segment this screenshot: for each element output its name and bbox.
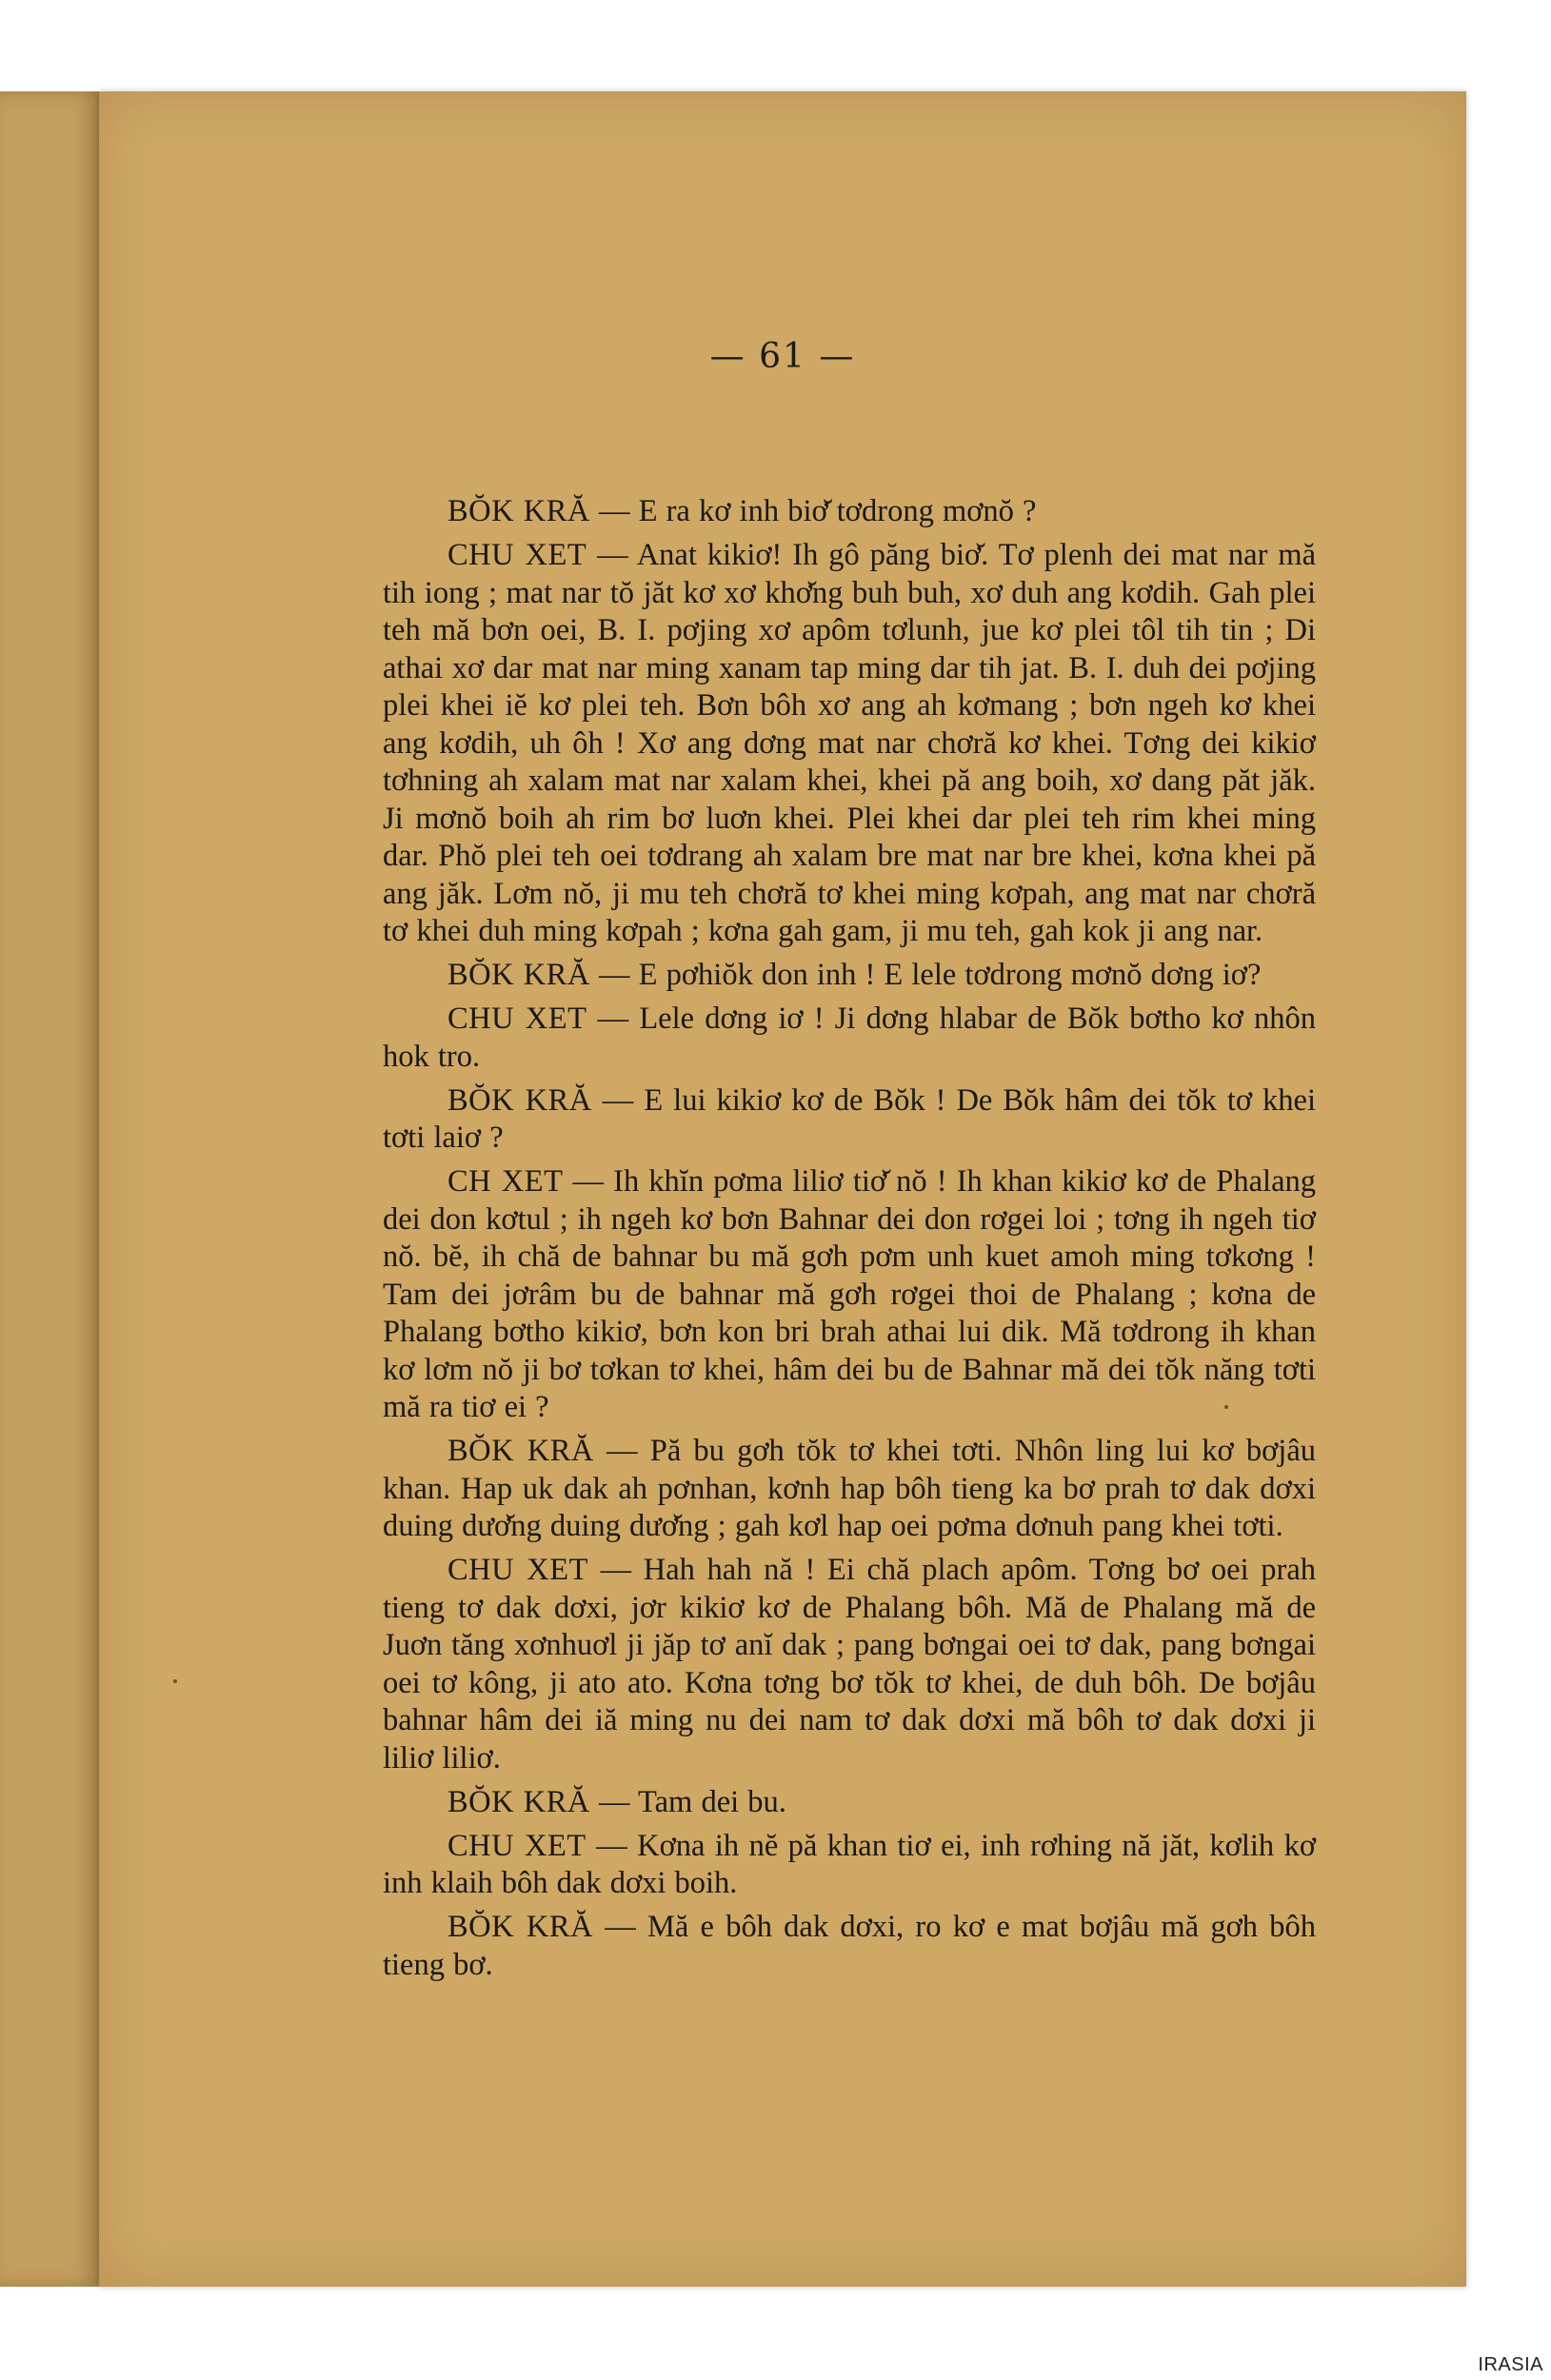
paragraph-text: — Pă bu gơh tŏk tơ khei tơti. Nhôn ling lui kơ bơjâu khan. Hap uk dak ah pơnhan, kơnh hap bôh tieng ka bơ prah tơ dak dơxi duing dươ̆ng duing dươ̆ng ; gah kơl hap oei pơma dơnuh pang khei tơti.	[383, 1434, 1316, 1543]
paragraph-text: — E ra kơ inh biơ̆ tơdrong mơnŏ ?	[599, 494, 1037, 528]
paragraph	[383, 1909, 1316, 1984]
paragraph-text: — Ih khĭn pơma liliơ tiơ̆ nŏ ! Ih khan kikiơ kơ de Phalang dei don kơtul ; ih ngeh kơ bơn Bahnar dei don rơgei loi ; tơng ih ngeh tiơ nŏ. bĕ, ih chă de bahnar bu mă gơh pơm unh kuet amoh ming tơkơng ! Tam dei jơrâm bu de bahnar mă gơh rơgei thoi de Phalang ; kơna de Phalang bơtho kikiơ, bơn kon bri brah athai lui dik. Mă tơdrong ih khan kơ lơm nŏ ji bơ tơkan tơ khei, hâm dei bu de Bahnar mă dei tŏk năng tơti mă ra tiơ ei ?	[383, 1164, 1316, 1424]
speaker-name: BŎK KRĂ	[447, 958, 590, 992]
speaker-name: BŎK KRĂ	[447, 1434, 594, 1468]
paragraph	[383, 1828, 1316, 1903]
paragraph	[383, 957, 1316, 995]
speaker-name: BŎK KRĂ	[447, 1784, 590, 1819]
paragraph-text: — Anat kikiơ! Ih gô păng biơ̆. Tơ plenh dei mat nar mă tih iong ; mat nar tŏ jăt kơ xơ khơ̆ng buh buh, xơ duh ang kơdih. Gah plei teh mă bơn oei, B. I. pơjing xơ apôm tơlunh, jue kơ plei tôl tih tin ; Di athai xơ dar mat nar ming xanam tap ming dar tih jat. B. I. duh dei pơjing plei khei iĕ kơ plei teh. Bơn bôh xơ ang ah kơmang ; bơn ngeh kơ khei ang kơdih, uh ôh ! Xơ ang dơng mat nar chơră kơ khei. Tơng dei kikiơ tơhning ah xalam mat nar xalam khei, khei pă ang boih, xơ dang păt jăk. Ji mơnŏ boih ah rim bơ luơn khei. Plei khei dar plei teh rim khei ming dar. Phŏ plei teh oei tơdrang ah xalam bre mat nar bre khei, kơna khei pă ang jăk. Lơm nŏ, ji mu teh chơră tơ khei ming kơpah, ang mat nar chơră tơ khei duh ming kơpah ; kơna gah gam, ji mu teh, gah kok ji ang nar.	[383, 538, 1317, 948]
paragraph	[383, 1082, 1316, 1158]
paragraph-text: — Tam dei bu.	[599, 1784, 786, 1819]
speaker-name: CHU XET	[447, 1553, 588, 1587]
paragraph	[383, 1433, 1316, 1546]
speaker-name: CHU XET	[447, 1828, 587, 1863]
paragraph-text: — Mă e bôh dak dơxi, ro kơ e mat bơjâu mă gơh bôh tieng bơ.	[383, 1910, 1317, 1982]
speaker-name: BŎK KRĂ	[447, 494, 590, 528]
watermark-label: IRASIA	[1478, 2354, 1543, 2375]
paragraph-text: — Hah hah nă ! Ei chă plach apôm. Tơng bơ oei prah tieng tơ dak dơxi, jơr kikiơ kơ de Phalang bôh. Mă de Phalang mă de Juơn tăng xơnhuơl ji jăp tơ anĭ dak ; pang bơngai oei tơ dak, pang bơngai oei tơ kông, ji ato ato. Kơna tơng bơ tŏk tơ khei, de duh bôh. De bơjâu bahnar hâm dei iă ming nu dei nam tơ dak dơxi mă bôh tơ dak dơxi ji liliơ liliơ.	[383, 1553, 1317, 1775]
paragraph	[383, 1001, 1316, 1076]
paragraph	[383, 1784, 1316, 1822]
paragraph-text: — Lele dơng iơ ! Ji dơng hlabar de Bŏk bơtho kơ nhôn hok tro.	[383, 1002, 1317, 1074]
paragraph-text: — E pơhiŏk don inh ! E lele tơdrong mơnŏ dơng iơ?	[599, 958, 1262, 992]
speaker-name: CHU XET	[447, 1002, 587, 1036]
dialogue-text	[383, 493, 1316, 2131]
paper-speck	[173, 1679, 177, 1683]
paragraph	[383, 493, 1316, 531]
facing-page-edge	[0, 91, 99, 2287]
book-page	[99, 91, 1466, 2287]
paragraph	[383, 537, 1316, 951]
paragraph-text: — E lui kikiơ kơ de Bŏk ! De Bŏk hâm dei tŏk tơ khei tơti laiơ ?	[383, 1082, 1317, 1155]
speaker-name: CH XET	[447, 1164, 564, 1199]
paragraph-text: — Kơna ih nĕ pă khan tiơ ei, inh rơhing nă jăt, kơlih kơ inh klaih bôh dak dơxi boih.	[383, 1828, 1317, 1900]
speaker-name: BŎK KRĂ	[447, 1910, 593, 1944]
page-number: — 61 —	[709, 337, 856, 376]
paragraph	[383, 1552, 1316, 1777]
speaker-name: CHU XET	[447, 538, 587, 572]
speaker-name: BŎK KRĂ	[447, 1082, 592, 1118]
paragraph	[383, 1163, 1316, 1427]
